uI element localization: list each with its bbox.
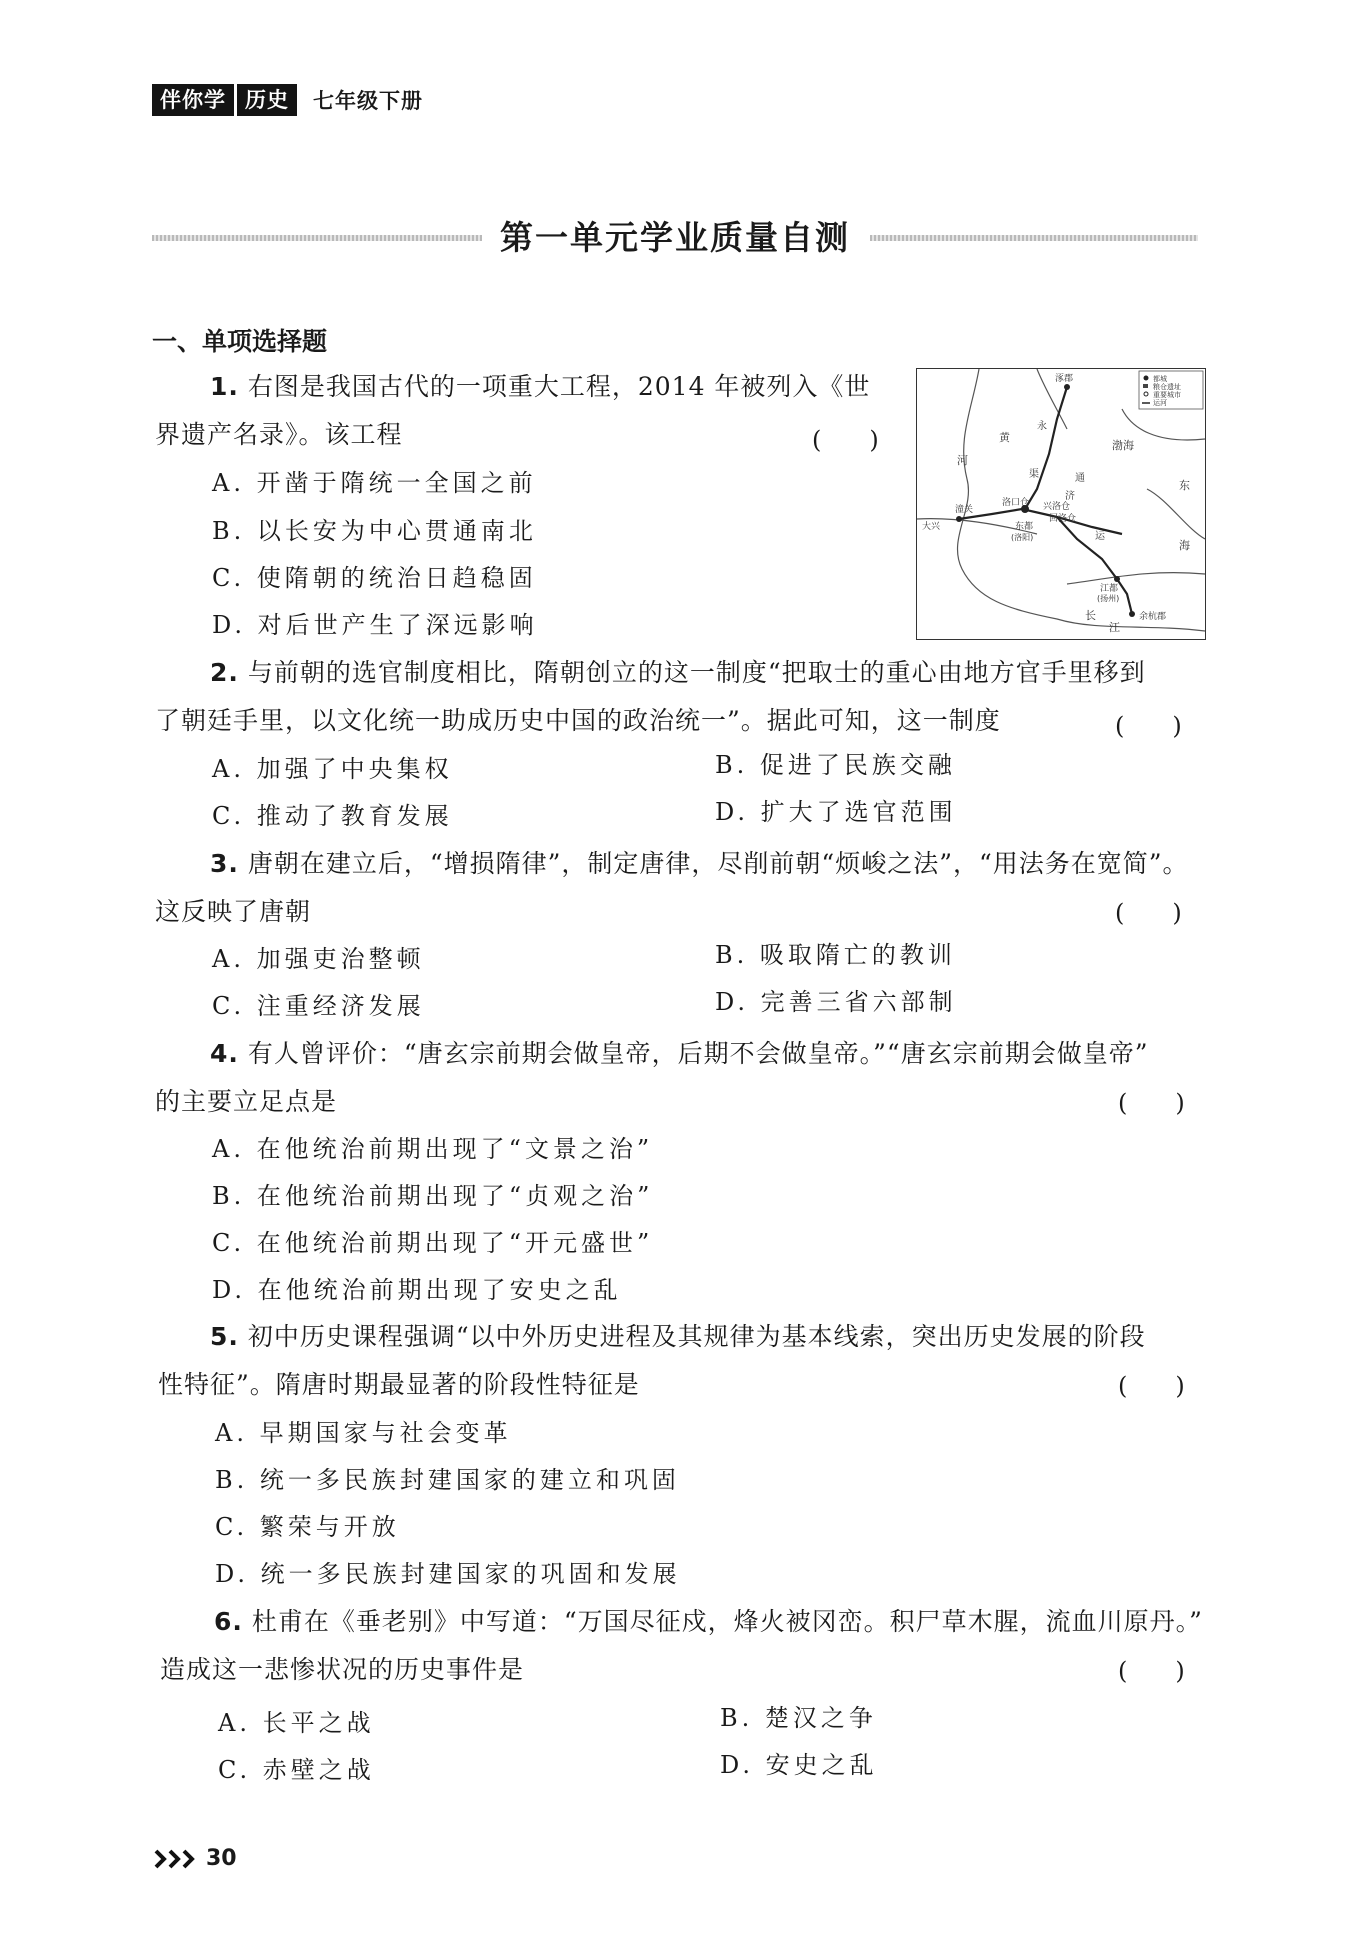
map-legend xyxy=(1139,371,1203,409)
option: C. 推动了教育发展 xyxy=(212,802,453,830)
map-label: 江 xyxy=(1109,621,1120,634)
option: D. 安史之乱 xyxy=(720,1751,878,1779)
answer-blank: ( ) xyxy=(1118,1372,1185,1400)
q6-line2: 造成这一悲惨状况的历史事件是 xyxy=(160,1655,525,1684)
map-label: 涿郡 xyxy=(1055,374,1074,384)
page-footer xyxy=(152,1846,237,1871)
option: A. 加强吏治整顿 xyxy=(212,945,425,973)
q2-line1: 2. 与前朝的选官制度相比，隋朝创立的这一制度“把取士的重心由地方官手里移到 xyxy=(210,658,1146,687)
map-label: 东 xyxy=(1179,479,1190,492)
option: C. 在他统治前期出现了“开元盛世” xyxy=(212,1229,654,1257)
q5-line2: 性特征”。隋唐时期最显著的阶段性特征是 xyxy=(158,1370,640,1399)
option: C. 赤壁之战 xyxy=(218,1756,375,1784)
svg-text:重要城市: 重要城市 xyxy=(1153,391,1181,399)
map-label: (扬州) xyxy=(1097,594,1120,603)
answer-blank: ( ) xyxy=(1118,1089,1185,1117)
section-heading: 一、单项选择题 xyxy=(152,327,328,356)
option: A. 开凿于隋统一全国之前 xyxy=(212,469,537,497)
svg-text:粮仓遗址: 粮仓遗址 xyxy=(1153,383,1181,391)
map-label: 大兴 xyxy=(922,522,941,532)
subject-badge: 历史 xyxy=(237,84,297,116)
q1-line2: 界遗产名录》。该工程 xyxy=(155,420,403,449)
option: B. 在他统治前期出现了“贞观之治” xyxy=(212,1182,654,1210)
option: B. 促进了民族交融 xyxy=(715,751,956,779)
answer-blank: ( ) xyxy=(1115,899,1182,927)
map-label: 黄 xyxy=(999,431,1010,444)
map-label: 江都 xyxy=(1100,584,1119,594)
option: D. 对后世产生了深远影响 xyxy=(212,611,538,639)
map-label: 潼关 xyxy=(955,505,974,515)
grade-label: 七年级下册 xyxy=(313,88,423,113)
q3-line2: 这反映了唐朝 xyxy=(155,897,312,926)
option: A. 加强了中央集权 xyxy=(212,755,453,783)
q4-line2: 的主要立足点是 xyxy=(155,1087,338,1116)
q3-line1: 3. 唐朝在建立后，“增损隋律”，制定唐律，尽削前朝“烦峻之法”，“用法务在宽简”。 xyxy=(210,849,1189,878)
q2-line2: 了朝廷手里，以文化统一助成历史中国的政治统一”。据此可知，这一制度 xyxy=(155,706,1001,735)
option: D. 完善三省六部制 xyxy=(715,988,957,1016)
answer-blank: ( ) xyxy=(1115,712,1182,740)
map-label: 东都 xyxy=(1015,522,1034,532)
answer-blank: ( ) xyxy=(812,426,879,454)
map-label: 渠 xyxy=(1029,469,1039,480)
map-marker xyxy=(1129,611,1135,617)
map-label: 永 xyxy=(1037,421,1047,432)
option: B. 吸取隋亡的教训 xyxy=(715,941,956,969)
map-label: 长 xyxy=(1085,609,1096,622)
map-label: 兴洛仓 xyxy=(1043,502,1071,512)
map-marker xyxy=(956,516,962,522)
option: B. 以长安为中心贯通南北 xyxy=(212,517,537,545)
map-label: 回洛仓 xyxy=(1049,514,1077,524)
chevrons-icon xyxy=(152,1848,200,1870)
map-label: 余杭郡 xyxy=(1139,612,1167,622)
svg-text:都城: 都城 xyxy=(1153,375,1167,383)
option: B. 统一多民族封建国家的建立和巩固 xyxy=(215,1466,680,1494)
map-label: 济 xyxy=(1065,491,1075,502)
option: D. 统一多民族封建国家的巩固和发展 xyxy=(215,1560,681,1588)
q1-line1: 1. 右图是我国古代的一项重大工程，2014 年被列入《世 xyxy=(210,372,871,401)
option: C. 繁荣与开放 xyxy=(215,1513,400,1541)
map-label: 运 xyxy=(1095,531,1105,542)
map-label: 河 xyxy=(957,454,968,467)
page-header xyxy=(152,84,423,116)
svg-text:运河: 运河 xyxy=(1153,399,1167,407)
q5-line1: 5. 初中历史课程强调“以中外历史进程及其规律为基本线索，突出历史发展的阶段 xyxy=(210,1322,1146,1351)
option: C. 使隋朝的统治日趋稳固 xyxy=(212,564,537,592)
map-label: 海 xyxy=(1179,539,1190,552)
option: D. 在他统治前期出现了安史之乱 xyxy=(212,1276,622,1304)
map-label: 洛口仓 xyxy=(1002,498,1030,508)
map-label: 通 xyxy=(1075,473,1085,484)
page-number: 30 xyxy=(206,1846,237,1871)
option: A. 早期国家与社会变革 xyxy=(215,1419,512,1447)
map-figure xyxy=(917,369,1205,639)
grand-canal-map xyxy=(916,368,1206,640)
option: A. 长平之战 xyxy=(218,1709,375,1737)
book-badge: 伴你学 xyxy=(152,84,234,116)
option: A. 在他统治前期出现了“文景之治” xyxy=(212,1135,654,1163)
map-marker xyxy=(1064,384,1070,390)
option: D. 扩大了选官范围 xyxy=(715,798,957,826)
q4-line1: 4. 有人曾评价：“唐玄宗前期会做皇帝，后期不会做皇帝。”“唐玄宗前期会做皇帝” xyxy=(210,1039,1149,1068)
option: B. 楚汉之争 xyxy=(720,1704,877,1732)
map-label: (洛阳) xyxy=(1011,533,1034,542)
answer-blank: ( ) xyxy=(1118,1657,1185,1685)
q6-line1: 6. 杜甫在《垂老别》中写道：“万国尽征戍，烽火被冈峦。积尸草木腥，流血川原丹。” xyxy=(214,1607,1203,1636)
page-title: 第一单元学业质量自测 xyxy=(0,212,1350,259)
option: C. 注重经济发展 xyxy=(212,992,425,1020)
map-marker xyxy=(1114,576,1120,582)
map-label: 渤海 xyxy=(1112,439,1134,452)
